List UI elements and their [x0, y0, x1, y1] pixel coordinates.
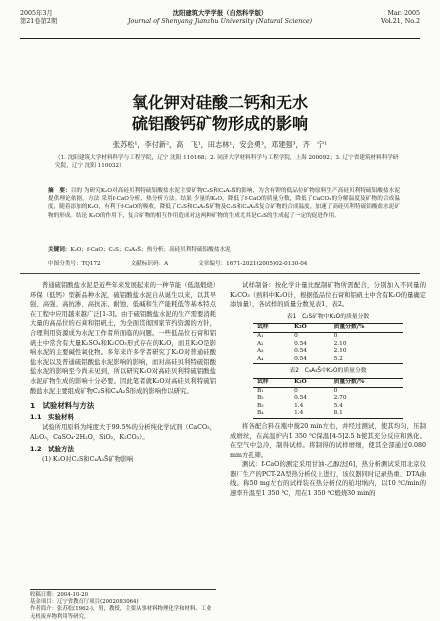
table1: 试样 K₂O 质量分数/% A₁ 0 0 A₂ 0.54 2.10 A₃ 0.54 2.10 A₄ 0.54 5.2 — [253, 323, 403, 364]
materials-paragraph: 试验所用原料为纯度大于99.5%的分析纯化学试剂（CaCO₃，Al₂O₃，CaSO₄·2H₂O，SiO₂，K₂CO₃）。 — [30, 424, 216, 441]
header-issue-info: 2005年3月 第21卷第2期 — [20, 10, 58, 25]
right-column — [230, 281, 426, 499]
table-row: A₃ 0.54 2.10 — [257, 348, 347, 355]
table1-caption: 表1 C₂S矿物中K₂O的质量分数 — [286, 313, 370, 320]
method-item: (1) K₂O对C₂S和C₄A₃S̄矿物影响 — [42, 456, 134, 464]
sintering-paragraph: 将各配合料在瓶中搅20 min左右，并经过测试，使其均匀，压制成磨丝，在高温炉内1 350 ℃保温[4-5]2.5 h使其充分反应和熟化。在空气中急冷，制得试样。将制得的试样磨细，使其全部通过0.080 mm方孔筛。 — [230, 422, 426, 459]
table2: 试样 K₂O 质量分数/% B₁ 0 0 B₂ 0.54 2.70 B₃ 1.4 5.4 B₄ 1.4 8.1 — [253, 378, 403, 419]
table-row: B₂ 0.54 2.70 — [257, 395, 347, 402]
subsection-heading: 1.1 实验材料 — [30, 412, 75, 421]
intro-paragraph: 普通硫铝酸盐水泥是近些年来发展起来的一种节能（低温煅烧）环保（低钙）型新品种水泥，硫铝酸盐水泥自从诞生以来，以其早强、高强、高抗渗、高抗冻、耐蚀、低碱和生产能耗低等基本特点在工程中应用越来越广泛[1-3]。由于硫铝酸盐水泥的生产需要消耗大量的高品位的石膏和铝矾土，为全面贯彻国家节约资源的方针，合理利用资源成为水泥工作者所面临的问题。一些低品位石膏和铝矾土中常含有大量K₂SO₄和K₂CO₃形式存在的K₂O，而且K₂O是影响水泥的主要碱性氧化物。多年来许多学者研究了K₂O对普通硅酸盐水泥以及普通硫铝酸盐水泥影响的影响，而对高硅贝利特硫铝酸盐水泥的影响至今尚未见到，所以研究K₂O对高硅贝利特硫铝酸盐水泥矿物生成的影响十分必要。因此笔者就K₂O对高硅贝利特硫铝酸盐水泥主要组成矿物C₂S和C₄A₃S̄形成的影响作以研究。 — [30, 282, 216, 395]
classification: 中图分类号：TQ172 文献标识码：A 文章编号：1671-2021(2005)02-0130-04 — [48, 261, 308, 267]
table2-caption: 表2 C₄A₃S̄中K₂O的质量分数 — [289, 368, 367, 375]
running-header — [20, 10, 420, 39]
preparation-paragraph: 试样制备：按化学计量比配制矿物所需配合，分别加入不同量的K₂CO₃（熟料中K₂O计，根据低品位石膏和铝矾土中含有K₂O的量确定添加量），各试样的质量分数见表1、表2。 — [230, 282, 426, 309]
abstract-text: 目的 为研究K₂O对高硅贝利特硫铝酸盐水泥主要矿物C₂S和C₄A₃S̄的影响，为含有钾的低品位矿物原料生产高硅贝利特硫铝酸盐水泥提供理论依据。方法 采用f-CaO分析、热分析方法。结果 少量的K₂O，降低了f-CaO的质量分数，降低了CaCO₃的分解温度及矿物的合成温度，随着添加的K₂O，有利于f-CaO的吸收，降低了C₂S和C₄A₃S̄矿物及C₂S和C₄A₃S̄复合矿物的合成温度。加速了高硅贝利特硫铝酸盐水泥矿物的形成。结论 K₂O的作用下，复合矿物的相互作用造成对这两种矿物的生成尤其是C₂S的生成起了一定的促进作用。 — [48, 188, 400, 219]
table-row: B₄ 1.4 8.1 — [253, 410, 403, 418]
header-volume-info: Mar. 2005 Vol.21, No.2 — [381, 10, 420, 25]
abstract — [48, 187, 400, 220]
abstract-label: 摘 要： — [48, 188, 71, 194]
affiliations: （1. 沈阳建筑大学材料科学与工程学院，辽宁 沈阳 110168；2. 同济大学材料科学与工程学院，上海 200092；3. 辽宁省建筑材料科学研究院，辽宁 沈阳 110032） — [55, 155, 399, 169]
header-journal-name: 沈阳建筑大学学报（自然科学版） Journal of Shenyang Jianzhu University (Natural Science) — [127, 10, 313, 25]
keywords: 关键词：K₂O；f-CaO；C₂S；C₄A₃S̄；热分析；高硅贝利特硫铝酸盐水泥 — [48, 247, 231, 253]
table-row: A₂ 0.54 2.10 — [257, 340, 347, 347]
subsection-heading: 1.2 试验方法 — [30, 444, 75, 453]
footnote: 收稿日期：2004-10-20 基金项目：辽宁省教育厅项目(2002083064) 作者简介：张苏松(1962-)，男，教授，主要从事材料物理化学和材料、工业无机废弃物利用等研究。 — [30, 589, 216, 621]
testing-paragraph: 测试：f-CaO的测定采用甘油-乙醇法[6]，热分析测试采用北京仪器厂生产的PCT-2A型热分析仪上进行，该仪器同时记录热重、DTA曲线。称50 mg左右的试样装在热分析仪的铂坩埚内，以10 ℃/min的速率升温至1 350 ℃，用在1 350 ℃煅烧30 min的 — [230, 461, 426, 498]
table-row: B₃ 1.4 5.4 — [257, 402, 343, 409]
table-row: A₁ 0 0 — [257, 332, 338, 339]
table-row: B₁ 0 0 — [257, 387, 338, 394]
table-row: A₄ 0.54 5.2 — [253, 356, 403, 364]
left-column — [30, 281, 216, 465]
authors: 张苏松¹，李付新²，高 飞¹，田志林¹，安会勇³，邓建强³，齐 宁¹ — [112, 140, 328, 149]
divider — [20, 273, 420, 274]
section-heading: 1 试验材料与方法 — [30, 401, 95, 411]
article-title: 氧化钾对硅酸二钙和无水 硫铝酸钙矿物形成的影响 — [131, 93, 308, 133]
